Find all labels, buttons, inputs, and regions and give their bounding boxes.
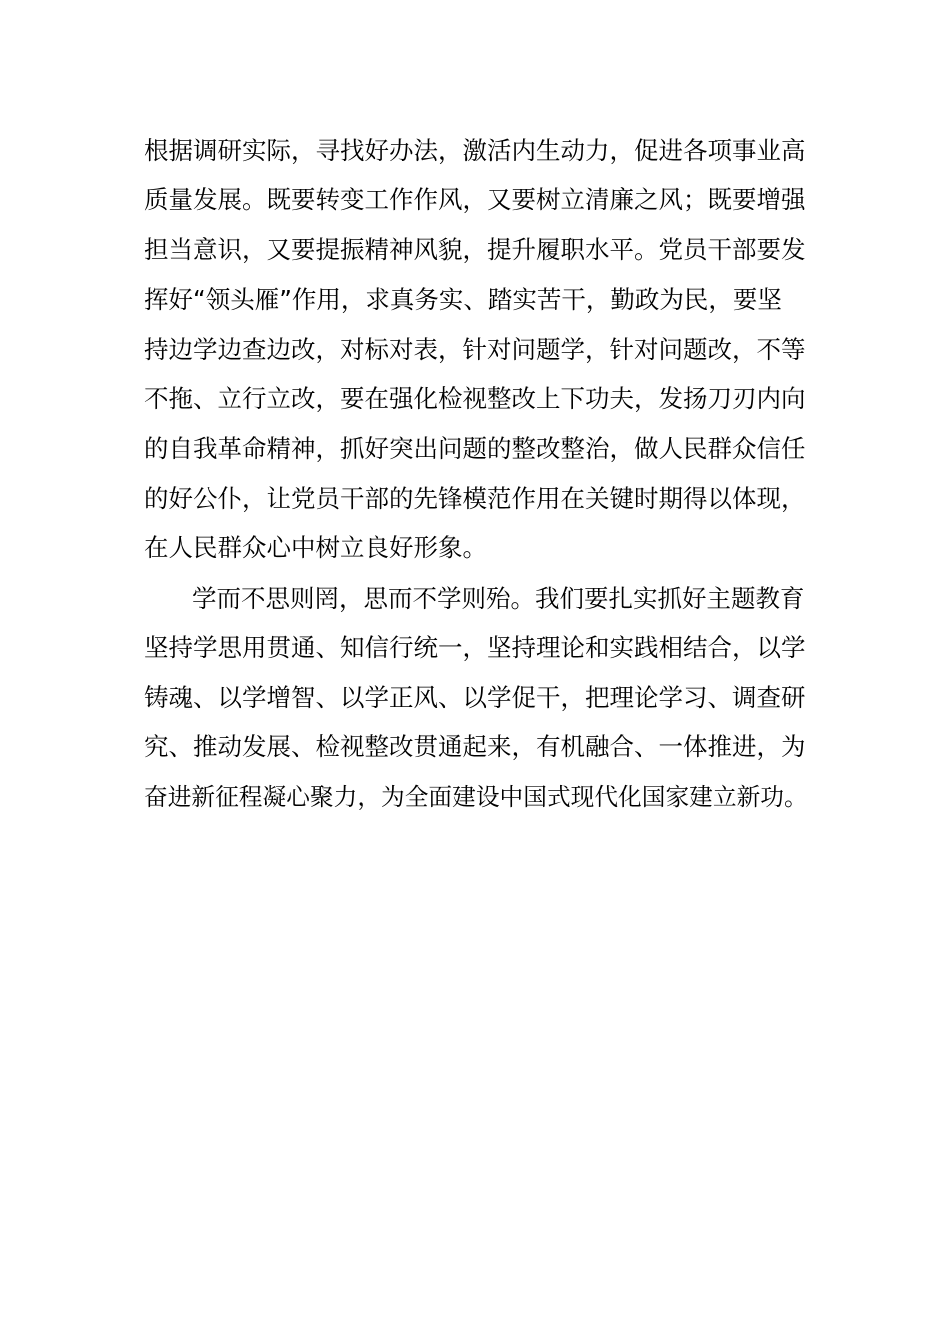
paragraph-2-line-5: 奋进新征程凝心聚力，为全面建设中国式现代化国家建立新功。 (144, 783, 808, 811)
paragraph-1-line-8: 的好公仆，让党员干部的先锋模范作用在关键时期得以体现， (144, 484, 806, 513)
paragraph-1-line-3: 担当意识，又要提振精神风貌，提升履职水平。党员干部要发 (144, 235, 806, 264)
paragraph-1-line-2: 质量发展。既要转变工作作风，又要树立清廉之风；既要增强 (144, 185, 806, 214)
paragraph-1-line-9: 在人民群众心中树立良好形象。 (144, 533, 487, 562)
paragraph-2-line-2: 坚持学思用贯通、知信行统一，坚持理论和实践相结合，以学 (144, 633, 806, 662)
paragraph-1-line-6: 不拖、立行立改，要在强化检视整改上下功夫，发扬刀刃内向 (144, 384, 806, 413)
paragraph-1-line-4: 挥好“领头雁”作用，求真务实、踏实苦干，勤政为民，要坚 (144, 285, 782, 314)
paragraph-1-line-7: 的自我革命精神，抓好突出问题的整改整治，做人民群众信任 (144, 434, 806, 463)
paragraph-1-line-5: 持边学边查边改，对标对表，针对问题学，针对问题改，不等 (144, 335, 806, 364)
paragraph-2-line-1: 学而不思则罔，思而不学则殆。我们要扎实抓好主题教育 (192, 584, 805, 613)
paragraph-2-line-3: 铸魂、以学增智、以学正风、以学促干，把理论学习、调查研 (144, 683, 806, 712)
paragraph-2-line-4: 究、推动发展、检视整改贯通起来，有机融合、一体推进，为 (144, 732, 806, 761)
paragraph-1-line-1: 根据调研实际，寻找好办法，激活内生动力，促进各项事业高 (144, 136, 806, 165)
